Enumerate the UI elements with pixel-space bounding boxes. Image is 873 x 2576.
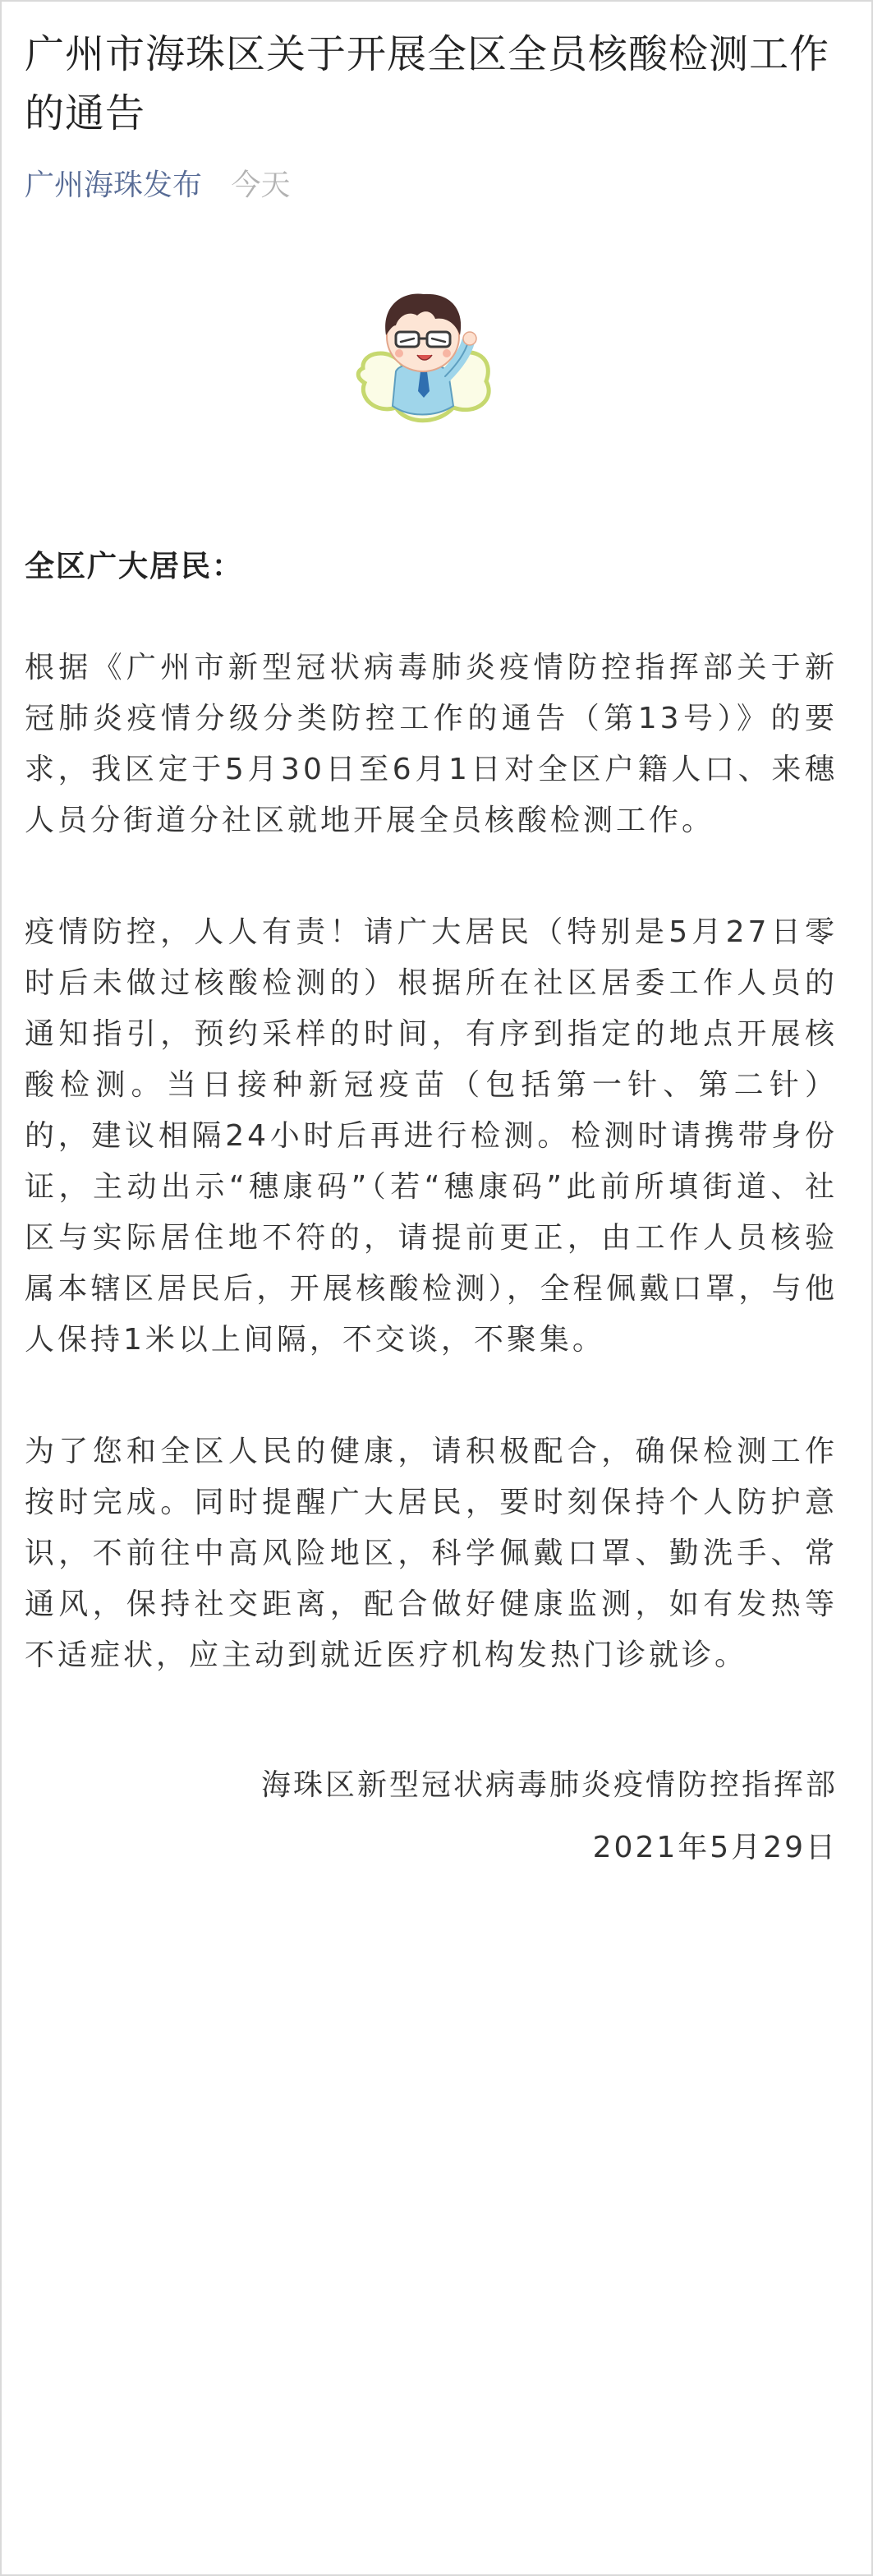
paragraph-reminder: 为了您和全区人民的健康，请积极配合，确保检测工作按时完成。同时提醒广大居民，要时刻保持个人防护意识，不前往中高风险地区，科学佩戴口罩、勤洗手、常通风，保持社交距离，配合做好健康监测，如有发热等不适症状，应主动到就近医疗机构发热门诊就诊。	[25, 1435, 838, 1672]
signature-organization: 海珠区新型冠状病毒肺炎疫情防控指挥部	[260, 1768, 838, 1802]
signature-block	[25, 1760, 838, 1873]
article-title: 广州市海珠区关于开展全区全员核酸检测工作的通告	[25, 31, 830, 136]
paragraph-instructions: 疫情防控，人人有责！请广大居民（特别是5月27日零时后未做过核酸检测的）根据所在社区居委工作人员的通知指引，预约采样的时间，有序到指定的地点开展核酸检测。当日接种新冠疫苗（包括第一针、第二针）的，建议相隔24小时后再进行检测。检测时请携带身份证，主动出示“穗康码”（若“穗康码”此前所填街道、社区与实际居住地不符的，请提前更正，由工作人员核验属本辖区居民后，开展核酸检测），全程佩戴口罩，与他人保持1米以上间隔，不交谈，不聚集。	[25, 915, 838, 1357]
cartoon-mascot-icon	[345, 268, 501, 432]
publish-time: 今天	[231, 168, 291, 202]
signature-date: 2021年5月29日	[592, 1831, 838, 1864]
greeting-heading: 全区广大居民：	[25, 550, 244, 583]
article-page	[25, 25, 838, 1873]
account-name-link[interactable]: 广州海珠发布	[25, 168, 203, 202]
article-meta	[25, 166, 838, 205]
paragraph-notice: 根据《广州市新型冠状病毒肺炎疫情防控指挥部关于新冠肺炎疫情分级分类防控工作的通告（第13号）》的要求，我区定于5月30日至6月1日对全区户籍人口、来穗人员分街道分社区就地开展全员核酸检测工作。	[25, 651, 838, 837]
